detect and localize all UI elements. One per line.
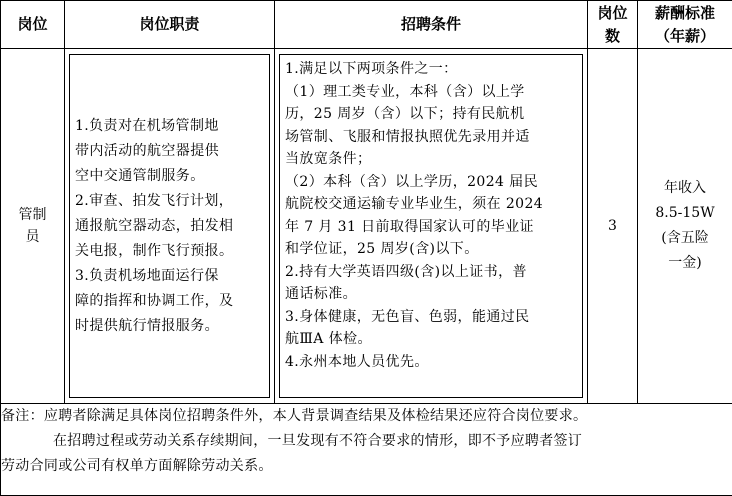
header-count-line1: 岗位 bbox=[597, 4, 628, 22]
position-cell bbox=[1, 49, 65, 404]
duties-line: 时提供航行情报服务。 bbox=[75, 317, 219, 334]
header-count-line2: 数 bbox=[604, 26, 620, 45]
requirements-cell bbox=[275, 49, 588, 404]
requirement-line: 年 7 月 31 日前取得国家认可的毕业证 bbox=[285, 218, 534, 235]
duties-line: 2.审查、拍发飞行计划， bbox=[75, 192, 234, 209]
note-line2: 在招聘过程或劳动关系存续期间，一旦发现有不符合要求的情形，即不予应聘者签订 bbox=[53, 433, 583, 449]
duties-text bbox=[73, 114, 268, 339]
duties-line: 3.负责机场地面运行保 bbox=[75, 267, 219, 284]
requirement-line: 通话标准。 bbox=[285, 286, 357, 302]
table-row bbox=[1, 49, 732, 404]
header-salary bbox=[638, 1, 732, 49]
requirement-line: 和学位证，25 周岁(含)以下。 bbox=[285, 241, 479, 257]
note-line3: 劳动合同或公司有权单方面解除劳动关系。 bbox=[1, 458, 273, 474]
salary-line: 年收入 bbox=[664, 180, 706, 196]
salary-cell bbox=[638, 49, 732, 404]
requirement-line: 航院校交通运输专业毕业生，须在 2024 bbox=[285, 196, 544, 212]
requirement-line: 场管制、飞服和情报执照优先录用并适 bbox=[285, 128, 530, 145]
header-count bbox=[588, 1, 638, 49]
requirement-line: （2）本科（含）以上学历，2024 届民 bbox=[285, 173, 538, 190]
header-position: 岗位 bbox=[1, 1, 65, 49]
requirement-line: 历，25 周岁（含）以下；持有民航机 bbox=[285, 106, 525, 122]
salary-line: 8.5-15W bbox=[655, 205, 715, 221]
salary-line: 一金) bbox=[668, 255, 702, 271]
position-line1: 管制 bbox=[18, 207, 47, 223]
requirement-line: 1.满足以下两项条件之一： bbox=[285, 61, 458, 77]
duties-line: 1.负责对在机场管制地 bbox=[75, 117, 219, 134]
requirements-text bbox=[275, 49, 587, 373]
duties-line: 空中交通管制服务。 bbox=[75, 167, 205, 184]
note-line1: 备注：应聘者除满足具体岗位招聘条件外，本人背景调查结果及体检结果还应符合岗位要求。 bbox=[1, 408, 588, 424]
duties-line: 通报航空器动态，拍发相 bbox=[75, 217, 234, 234]
duties-line: 带内活动的航空器提供 bbox=[75, 142, 219, 159]
requirement-line: 2.持有大学英语四级(含)以上证书，普 bbox=[285, 263, 527, 280]
requirement-line: 航ⅢA 体检。 bbox=[285, 331, 372, 347]
header-row bbox=[1, 1, 732, 49]
position-line2: 员 bbox=[25, 229, 40, 245]
duties-cell bbox=[65, 49, 275, 404]
note-row bbox=[1, 404, 732, 496]
requirement-line: 3.身体健康，无色盲、色弱，能通过民 bbox=[285, 308, 530, 325]
salary-line: (含五险 bbox=[661, 230, 709, 246]
header-salary-line1: 薪酬标准 bbox=[654, 4, 715, 22]
count-cell: 3 bbox=[588, 49, 638, 404]
duties-line: 障的指挥和协调工作，及 bbox=[75, 292, 234, 309]
header-requirements: 招聘条件 bbox=[275, 1, 588, 49]
duties-line: 关电报，制作飞行预报。 bbox=[75, 242, 234, 259]
requirement-line: 当放宽条件； bbox=[285, 151, 372, 167]
note-cell bbox=[1, 404, 732, 496]
header-salary-line2: （年薪） bbox=[654, 26, 715, 45]
header-duties: 岗位职责 bbox=[65, 1, 275, 49]
requirement-line: 4.永州本地人员优先。 bbox=[285, 353, 429, 370]
requirement-line: （1）理工类专业，本科（含）以上学 bbox=[285, 83, 525, 100]
